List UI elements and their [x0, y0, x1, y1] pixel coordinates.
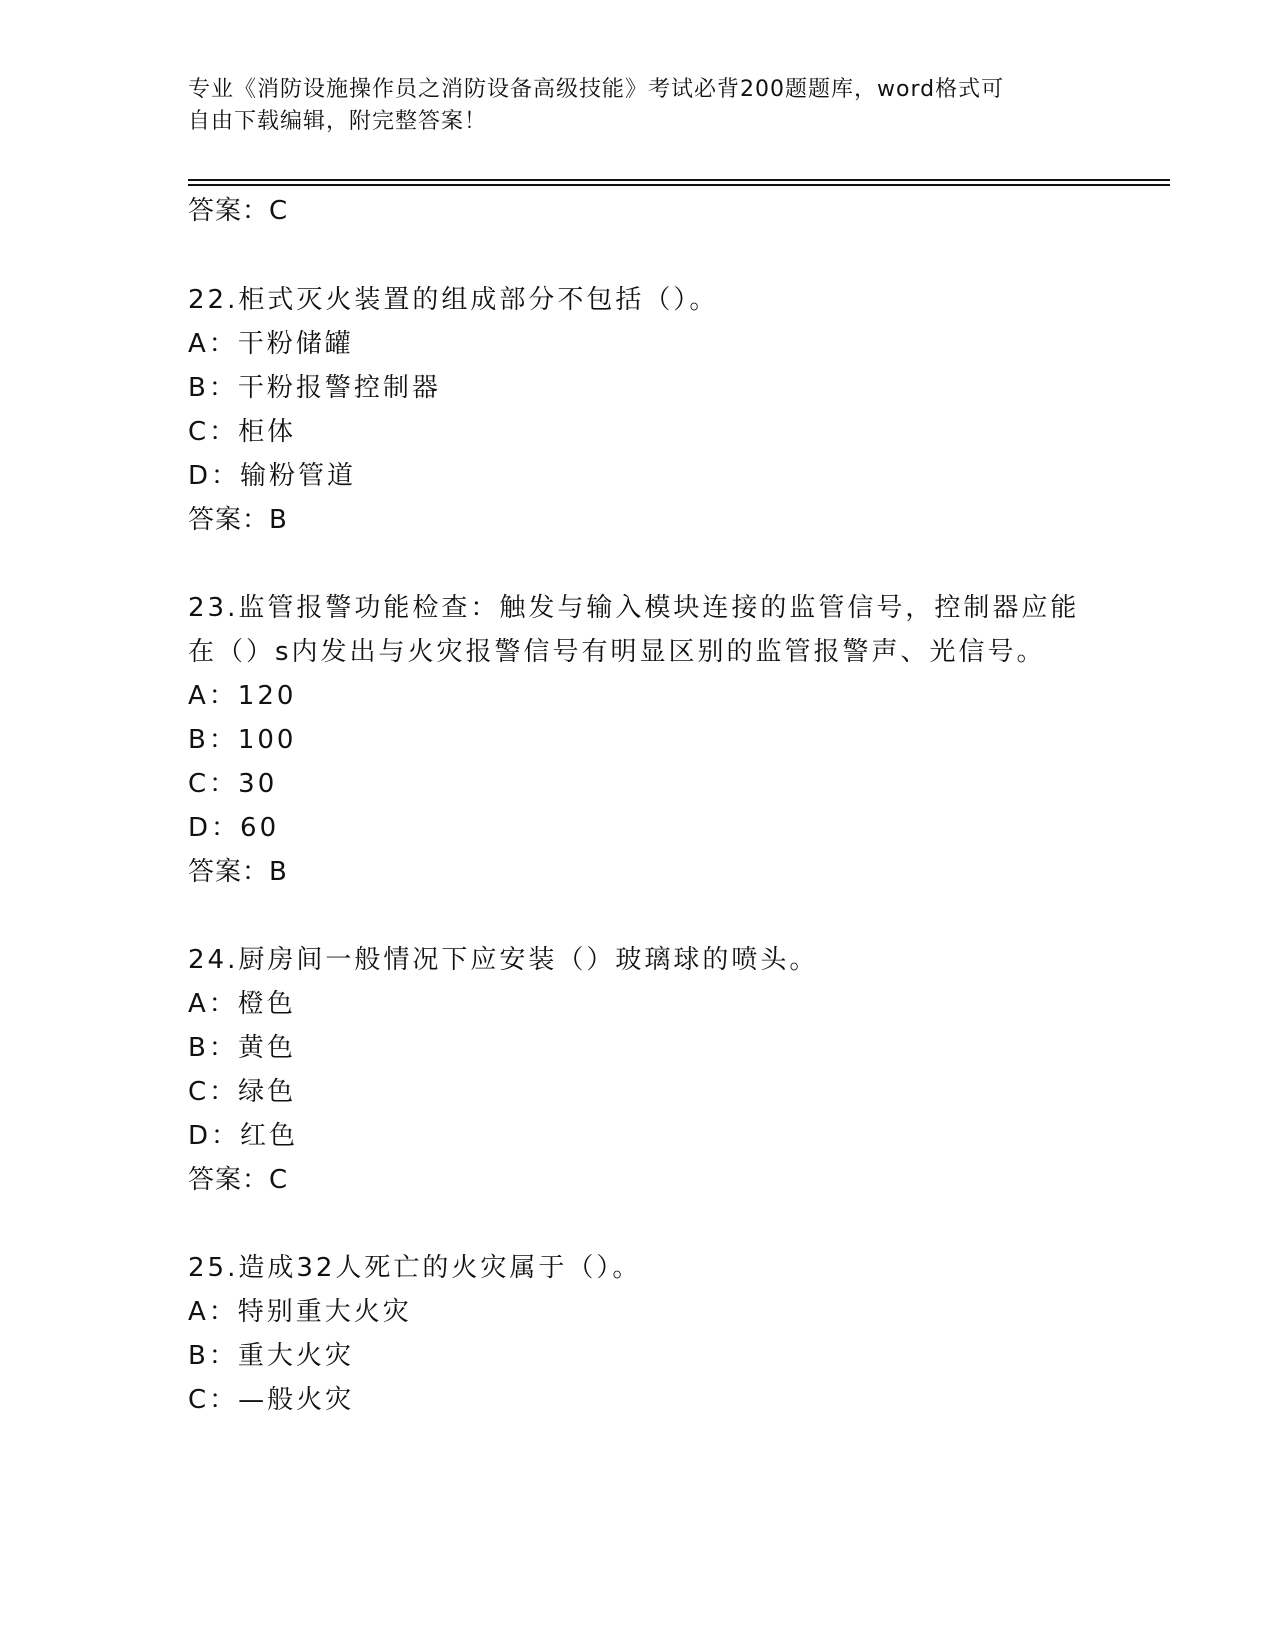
- question-22-option-a: A：干粉储罐: [188, 329, 354, 359]
- header-rule-bottom: [188, 184, 1170, 186]
- question-24-option-d: D：红色: [188, 1121, 299, 1151]
- header-rule-top: [188, 179, 1170, 181]
- question-23-option-c: C：30: [188, 769, 278, 799]
- question-24-stem: 24.厨房间一般情况下应安装（）玻璃球的喷头。: [188, 945, 819, 975]
- document-header: [188, 74, 1088, 138]
- header-line-2: 自由下载编辑，附完整答案！: [188, 109, 488, 134]
- question-25-option-b: B：重大火灾: [188, 1341, 354, 1371]
- question-23-answer: 答案：B: [188, 857, 288, 887]
- question-22-option-d: D：输粉管道: [188, 461, 357, 491]
- question-25-option-c: C：—般火灾: [188, 1385, 355, 1415]
- question-24-option-b: B：黄色: [188, 1033, 296, 1063]
- question-23-stem-line-1: 23.监管报警功能检查：触发与输入模块连接的监管信号，控制器应能: [188, 593, 1080, 623]
- question-23-stem-line-2: 在（）s内发出与火灾报警信号有明显区别的监管报警声、光信号。: [188, 637, 1046, 667]
- header-line-1: 专业《消防设施操作员之消防设备高级技能》考试必背200题题库，word格式可: [188, 77, 1005, 102]
- question-23-option-b: B：100: [188, 725, 297, 755]
- question-22-option-c: C：柜体: [188, 417, 297, 447]
- question-22-stem: 22.柜式灭火装置的组成部分不包括（）。: [188, 285, 719, 315]
- question-24-answer: 答案：C: [188, 1165, 289, 1195]
- question-23-option-d: D：60: [188, 813, 280, 843]
- answer-line: 答案：C: [188, 196, 289, 226]
- question-25-stem: 25.造成32人死亡的火灾属于（）。: [188, 1253, 642, 1283]
- question-24-option-a: A：橙色: [188, 989, 296, 1019]
- question-25-option-a: A：特别重大火灾: [188, 1297, 412, 1327]
- question-24-option-c: C：绿色: [188, 1077, 297, 1107]
- question-22-option-b: B：干粉报警控制器: [188, 373, 441, 403]
- question-23-option-a: A：120: [188, 681, 297, 711]
- question-22-answer: 答案：B: [188, 505, 288, 535]
